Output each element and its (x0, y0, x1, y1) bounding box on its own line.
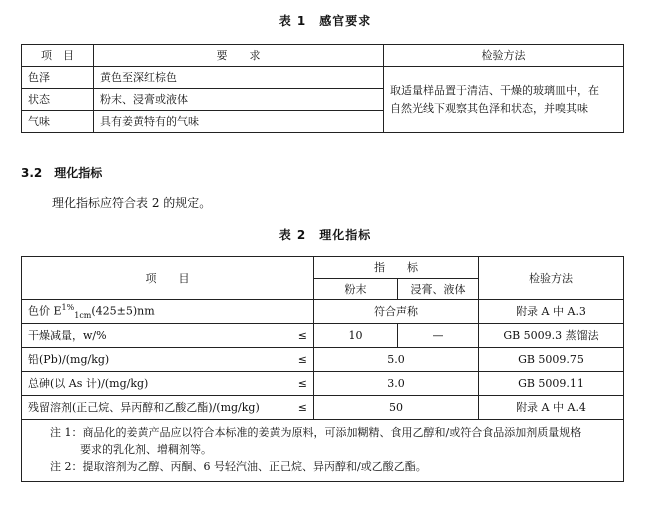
t1-row-item: 状态 (22, 89, 94, 111)
t2-row-method: GB 5009.75 (479, 348, 624, 372)
t2-note-2: 注 2：提取溶剂为乙醇、丙酮、6 号轻汽油、正己烷、异丙醇和/或乙酸乙酯。 (50, 460, 427, 473)
section-text: 理化指标应符合表 2 的规定。 (52, 196, 212, 210)
t2-row-method: 附录 A 中 A.4 (479, 396, 624, 420)
table1-caption: 表 1 感官要求 (278, 14, 372, 28)
t2-row-value: 符合声称 (314, 300, 479, 324)
t2-row-item (22, 372, 314, 396)
t2-item-text: 总砷(以 As 计)/(mg/kg) (28, 377, 149, 390)
t2-note-1-continuation: 要求的乳化剂、增稠剂等。 (80, 443, 212, 456)
t1-row-requirement: 黄色至深红棕色 (94, 67, 384, 89)
t1-row-requirement: 粉末、浸膏或液体 (94, 89, 384, 111)
t2-row-method: 附录 A 中 A.3 (479, 300, 624, 324)
t2-note-1: 注 1：商品化的姜黄产品应以符合本标准的姜黄为原料，可添加糊精、食用乙醇和/或符合食品添加剂质量规格 (50, 426, 582, 439)
t2-header-item: 项 目 (22, 257, 314, 300)
sensory-table (21, 44, 624, 133)
t2-item-text: 干燥减量，w/% (28, 329, 107, 342)
t2-le-symbol: ≤ (297, 353, 307, 366)
physicochemical-table (21, 256, 624, 482)
t2-row-powder: 10 (314, 324, 398, 348)
t1-header-requirement: 要 求 (94, 45, 384, 67)
t2-row-method: GB 5009.3 蒸馏法 (479, 324, 624, 348)
t2-header-method: 检验方法 (479, 257, 624, 300)
t2-header-extract: 浸膏、液体 (398, 279, 479, 300)
t2-header-powder: 粉末 (314, 279, 398, 300)
t2-row-value: 50 (314, 396, 479, 420)
t1-header-method: 检验方法 (384, 45, 624, 67)
t2-row-item (22, 300, 314, 324)
t2-row-item (22, 324, 314, 348)
t2-header-index: 指 标 (314, 257, 479, 279)
t1-row-item: 色泽 (22, 67, 94, 89)
t2-item-text: 铅(Pb)/(mg/kg) (28, 353, 110, 366)
t2-row-method: GB 5009.11 (479, 372, 624, 396)
section-title: 3.2 理化指标 (21, 166, 103, 180)
t1-method-line: 自然光线下观察其色泽和状态，并嗅其味 (390, 101, 588, 115)
t2-le-symbol: ≤ (297, 377, 307, 390)
t2-row-item (22, 396, 314, 420)
t2-row-item (22, 348, 314, 372)
t1-row-requirement: 具有姜黄特有的气味 (94, 111, 384, 133)
t1-row-item: 气味 (22, 111, 94, 133)
t2-le-symbol: ≤ (297, 329, 307, 342)
t2-item-text: 色价 E (28, 304, 62, 318)
t2-le-symbol: ≤ (297, 401, 307, 414)
t2-item-wavelength: (425±5)nm (91, 304, 155, 318)
t2-item-text: 残留溶剂(正己烷、异丙醇和乙酸乙酯)/(mg/kg) (28, 401, 260, 414)
t2-notes-cell (22, 420, 624, 482)
t1-header-item: 项 目 (22, 45, 94, 67)
t1-method-line: 取适量样品置于清洁、干燥的玻璃皿中，在 (390, 83, 599, 97)
t1-method-cell (384, 67, 624, 133)
t2-row-extract: — (398, 324, 479, 348)
t2-row-value: 5.0 (314, 348, 479, 372)
t2-item-subscript: 1cm (74, 310, 92, 320)
t2-row-value: 3.0 (314, 372, 479, 396)
table2-caption: 表 2 理化指标 (278, 228, 372, 242)
t2-item-superscript: 1% (61, 303, 75, 313)
